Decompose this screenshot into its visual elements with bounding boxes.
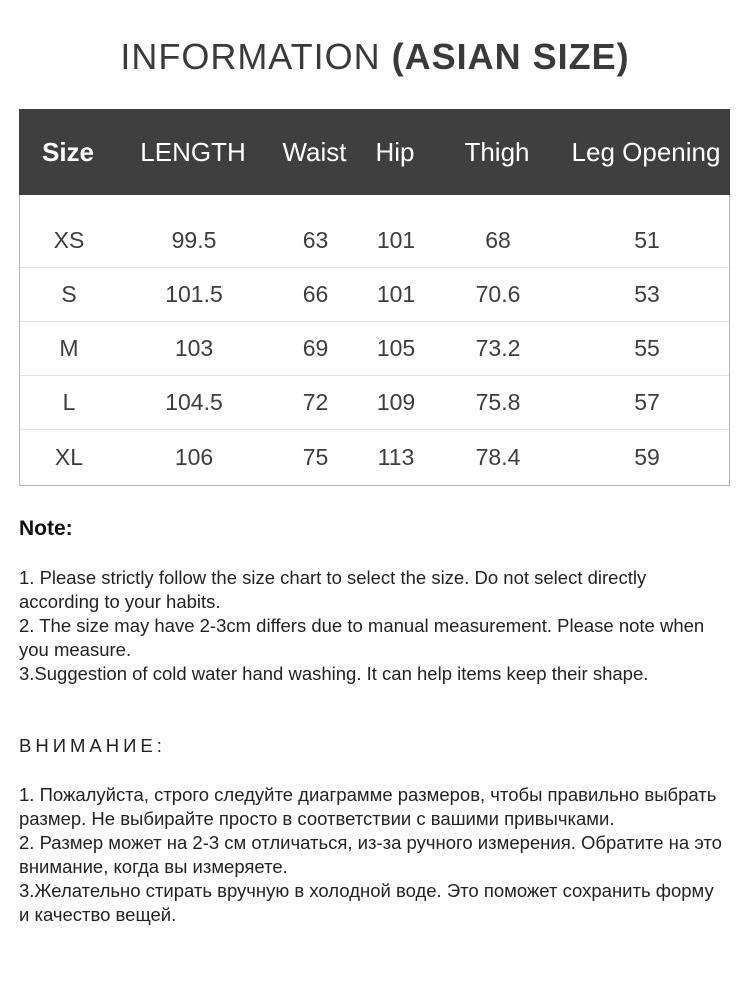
note-heading: Note: [19,517,73,540]
note-item: 2. The size may have 2-3cm differs due to manual measurement. Please note when you measure. [19,615,705,660]
size-table [19,109,730,486]
cell-size: L [62,389,76,415]
header-size: Size [41,136,95,167]
table-row [20,322,729,376]
table-body [20,195,729,485]
cell-hip: 101 [376,281,416,307]
cell-length: 104.5 [165,389,223,415]
cell-thigh: 68 [485,227,511,253]
cell-leg-opening: 53 [634,281,660,307]
cell-waist: 66 [302,281,329,307]
header-leg-opening: Leg Opening [571,136,721,167]
header-thigh: Thigh [464,136,530,167]
cell-leg-opening: 55 [634,335,660,361]
cell-waist: 69 [302,335,329,361]
title-main: INFORMATION [120,36,381,77]
table-row [20,430,729,485]
cell-length: 106 [174,444,214,470]
cell-hip: 109 [376,389,416,415]
cell-size: XL [54,444,84,470]
cell-hip: 113 [377,444,415,470]
cell-leg-opening: 59 [634,444,660,470]
header-length: LENGTH [140,136,246,167]
cell-hip: 101 [376,227,416,253]
cell-length: 101.5 [165,281,223,307]
note-list [19,566,719,686]
cell-length: 103 [174,335,214,361]
table-row [20,376,729,430]
russian-note-item: 2. Размер может на 2-3 см отличаться, из-за ручного измерения. Обратите на это внимание, когда вы измеряете. [19,832,722,877]
cell-waist: 75 [302,444,329,470]
cell-thigh: 73.2 [475,335,521,361]
page-title [0,36,750,78]
note-item: 1. Please strictly follow the size chart to select the size. Do not select directly according to your habits. [19,567,647,612]
cell-waist: 63 [302,227,329,253]
russian-note-list [19,783,729,927]
header-waist: Waist [282,136,347,167]
cell-waist: 72 [302,389,329,415]
table-row [20,214,729,268]
russian-note-item: 3.Желательно стирать вручную в холодной воде. Это поможет сохранить форму и качество вещей. [19,880,714,925]
cell-size: S [61,281,77,307]
title-size-type: (ASIAN SIZE) [391,36,630,77]
note-item: 3.Suggestion of cold water hand washing. It can help items keep their shape. [19,663,649,684]
cell-thigh: 78.4 [475,444,521,470]
cell-length: 99.5 [171,227,217,253]
russian-note-heading: ВНИМАНИЕ: [19,735,166,756]
table-header [19,109,730,195]
cell-thigh: 75.8 [475,389,521,415]
cell-size: XS [53,227,85,253]
header-hip: Hip [375,136,415,167]
table-row [20,268,729,322]
cell-size: M [59,335,79,361]
cell-hip: 105 [376,335,416,361]
russian-note-item: 1. Пожалуйста, строго следуйте диаграмме размеров, чтобы правильно выбрать размер. Не выбирайте просто в соответствии с вашими привычками. [19,784,717,829]
cell-leg-opening: 57 [634,389,660,415]
cell-leg-opening: 51 [634,227,660,253]
cell-thigh: 70.6 [475,281,521,307]
